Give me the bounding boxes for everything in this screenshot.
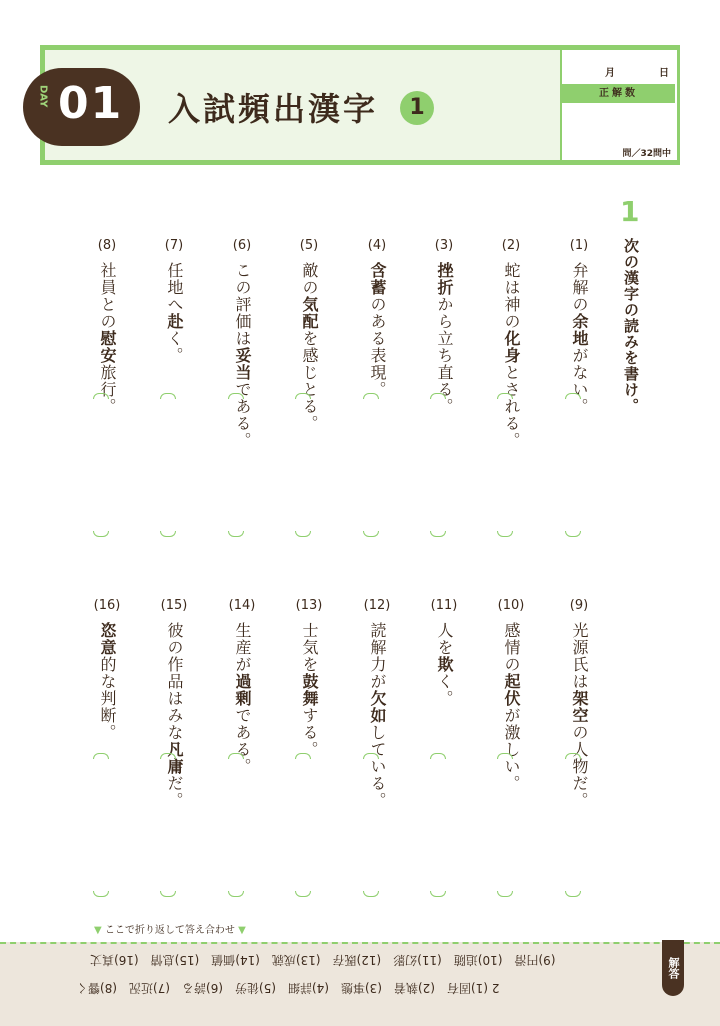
target-kanji: 挫折 — [435, 262, 454, 296]
answer-blank-bottom[interactable] — [363, 891, 379, 897]
answer-blank-bottom[interactable] — [160, 891, 176, 897]
answer-blank-bottom[interactable] — [228, 891, 244, 897]
fold-instruction — [94, 921, 246, 936]
question-text-after: く。 — [165, 330, 184, 364]
question-text-before: 士気を — [300, 622, 319, 673]
question-text-after: だ。 — [165, 775, 184, 809]
question-number: (12) — [363, 598, 391, 613]
question-number: (9) — [569, 598, 589, 613]
question-text-after: 的な判断。 — [98, 656, 117, 741]
question-number: (16) — [93, 598, 121, 613]
question-text-before: 光源氏は — [570, 622, 589, 690]
answer-blank-top[interactable] — [295, 393, 311, 399]
question-text-after: から立ち直る。 — [435, 296, 454, 415]
answer-blank-top[interactable] — [160, 393, 176, 399]
day-label-text: DAY — [37, 85, 49, 108]
question-text-before: 任地へ — [165, 262, 184, 313]
answer-blank-bottom[interactable] — [295, 531, 311, 537]
answer-blank-bottom[interactable] — [565, 531, 581, 537]
answer-blank-top[interactable] — [93, 753, 109, 759]
question-text-after: とされる。 — [502, 364, 521, 449]
question-text — [366, 622, 388, 809]
target-kanji: 欺 — [435, 656, 454, 673]
question-number: (2) — [501, 238, 521, 253]
fold-instruction-text: ここで折り返して答え合わせ — [104, 925, 235, 936]
answer-blank-bottom[interactable] — [497, 531, 513, 537]
question-text — [433, 622, 455, 707]
page-title: 入試頻出漢字 — [168, 90, 379, 128]
question-text — [163, 622, 185, 809]
question-text-after: している。 — [368, 724, 387, 809]
target-kanji: 過剰 — [233, 673, 252, 707]
question-text-after: く。 — [435, 673, 454, 707]
answer-blank-bottom[interactable] — [228, 531, 244, 537]
day-label — [36, 85, 50, 110]
answer-blank-top[interactable] — [363, 753, 379, 759]
section-instruction: 次の漢字の読みを書け。 — [622, 238, 640, 414]
question-text — [500, 262, 522, 449]
answer-blank-bottom[interactable] — [363, 531, 379, 537]
triangle-icon: ▼ — [238, 925, 246, 936]
answer-line-1: 2 (1)固有 (2)執着 (3)事態 (4)詳細 (5)徒労 (6)誇る (7)近況 (8)響く — [76, 981, 500, 995]
question-number: (1) — [569, 238, 589, 253]
question-text-before: 読解力が — [368, 622, 387, 690]
question-text-after: 旅行。 — [98, 364, 117, 415]
target-kanji: 含蓄 — [368, 262, 387, 296]
day-number: 01 — [58, 78, 124, 129]
question-number: (8) — [97, 238, 117, 253]
question-text-after: が激しい。 — [502, 707, 521, 792]
question-number: (13) — [295, 598, 323, 613]
question-text — [231, 262, 253, 449]
question-text-before: 感情の — [502, 622, 521, 673]
answer-blank-bottom[interactable] — [430, 531, 446, 537]
target-kanji: 恣意 — [98, 622, 117, 656]
answer-blank-top[interactable] — [295, 753, 311, 759]
day-field-label: 日 — [659, 68, 669, 79]
target-kanji: 妥当 — [233, 347, 252, 381]
question-number: (15) — [160, 598, 188, 613]
question-number: (11) — [430, 598, 458, 613]
question-number: (14) — [228, 598, 256, 613]
answer-blank-bottom[interactable] — [430, 891, 446, 897]
triangle-icon: ▼ — [94, 925, 102, 936]
answer-blank-bottom[interactable] — [93, 531, 109, 537]
question-text — [298, 622, 320, 758]
answer-blank-top[interactable] — [497, 393, 513, 399]
answer-blank-top[interactable] — [565, 753, 581, 759]
target-kanji: 化身 — [502, 330, 521, 364]
question-text-after: である。 — [233, 381, 252, 449]
answer-blank-top[interactable] — [565, 393, 581, 399]
question-text-before: 生産が — [233, 622, 252, 673]
question-text — [568, 622, 590, 809]
question-text-after: の人物だ。 — [570, 724, 589, 809]
question-number: (10) — [497, 598, 525, 613]
target-kanji: 赴 — [165, 313, 184, 330]
answer-blank-bottom[interactable] — [565, 891, 581, 897]
answer-blank-top[interactable] — [363, 393, 379, 399]
answer-blank-bottom[interactable] — [160, 531, 176, 537]
question-text-after: を感じとる。 — [300, 330, 319, 432]
answer-blank-bottom[interactable] — [93, 891, 109, 897]
question-text-before: 弁解の — [570, 262, 589, 313]
question-text-before: 彼の作品はみな — [165, 622, 184, 741]
question-text-after: である。 — [233, 707, 252, 775]
question-number: (6) — [232, 238, 252, 253]
answer-blank-top[interactable] — [497, 753, 513, 759]
target-kanji: 架空 — [570, 690, 589, 724]
question-text-after: がない。 — [570, 347, 589, 415]
target-kanji: 余地 — [570, 313, 589, 347]
question-text-before: 蛇は神の — [502, 262, 521, 330]
target-kanji: 起伏 — [502, 673, 521, 707]
question-text — [96, 622, 118, 741]
question-number: (5) — [299, 238, 319, 253]
answer-blank-top[interactable] — [228, 753, 244, 759]
question-text-before: この評価は — [233, 262, 252, 347]
question-text — [163, 262, 185, 364]
question-text — [366, 262, 388, 398]
answer-blank-top[interactable] — [430, 393, 446, 399]
question-number: (7) — [164, 238, 184, 253]
question-text-before: 社員との — [98, 262, 117, 330]
section-number: 1 — [620, 195, 640, 228]
question-text-after: のある表現。 — [368, 296, 387, 398]
question-number: (4) — [367, 238, 387, 253]
question-number: (3) — [434, 238, 454, 253]
answer-blank-top[interactable] — [93, 393, 109, 399]
answer-blank-top[interactable] — [160, 753, 176, 759]
total-questions-label: 問／32問中 — [622, 149, 671, 159]
answer-blank-bottom[interactable] — [497, 891, 513, 897]
month-label: 月 — [605, 68, 615, 79]
question-text-before: 敵の — [300, 262, 319, 296]
answer-blank-top[interactable] — [430, 753, 446, 759]
target-kanji: 欠如 — [368, 690, 387, 724]
target-kanji: 鼓舞 — [300, 673, 319, 707]
question-text — [298, 262, 320, 432]
answer-blank-bottom[interactable] — [295, 891, 311, 897]
target-kanji: 慰安 — [98, 330, 117, 364]
question-text — [500, 622, 522, 792]
answer-tab: 解答 — [662, 940, 684, 996]
answer-line-2: (9)円滑 (10)追随 (11)幻影 (12)既存 (13)成就 (14)価値 (15)息情 (16)真丈 — [90, 953, 556, 967]
question-text-before: 人を — [435, 622, 454, 656]
question-text-after: する。 — [300, 707, 319, 758]
answer-blank-top[interactable] — [228, 393, 244, 399]
target-kanji: 凡庸 — [165, 741, 184, 775]
title-badge: 1 — [400, 91, 434, 125]
correct-count-label: 正解数 — [562, 84, 675, 103]
target-kanji: 気配 — [300, 296, 319, 330]
